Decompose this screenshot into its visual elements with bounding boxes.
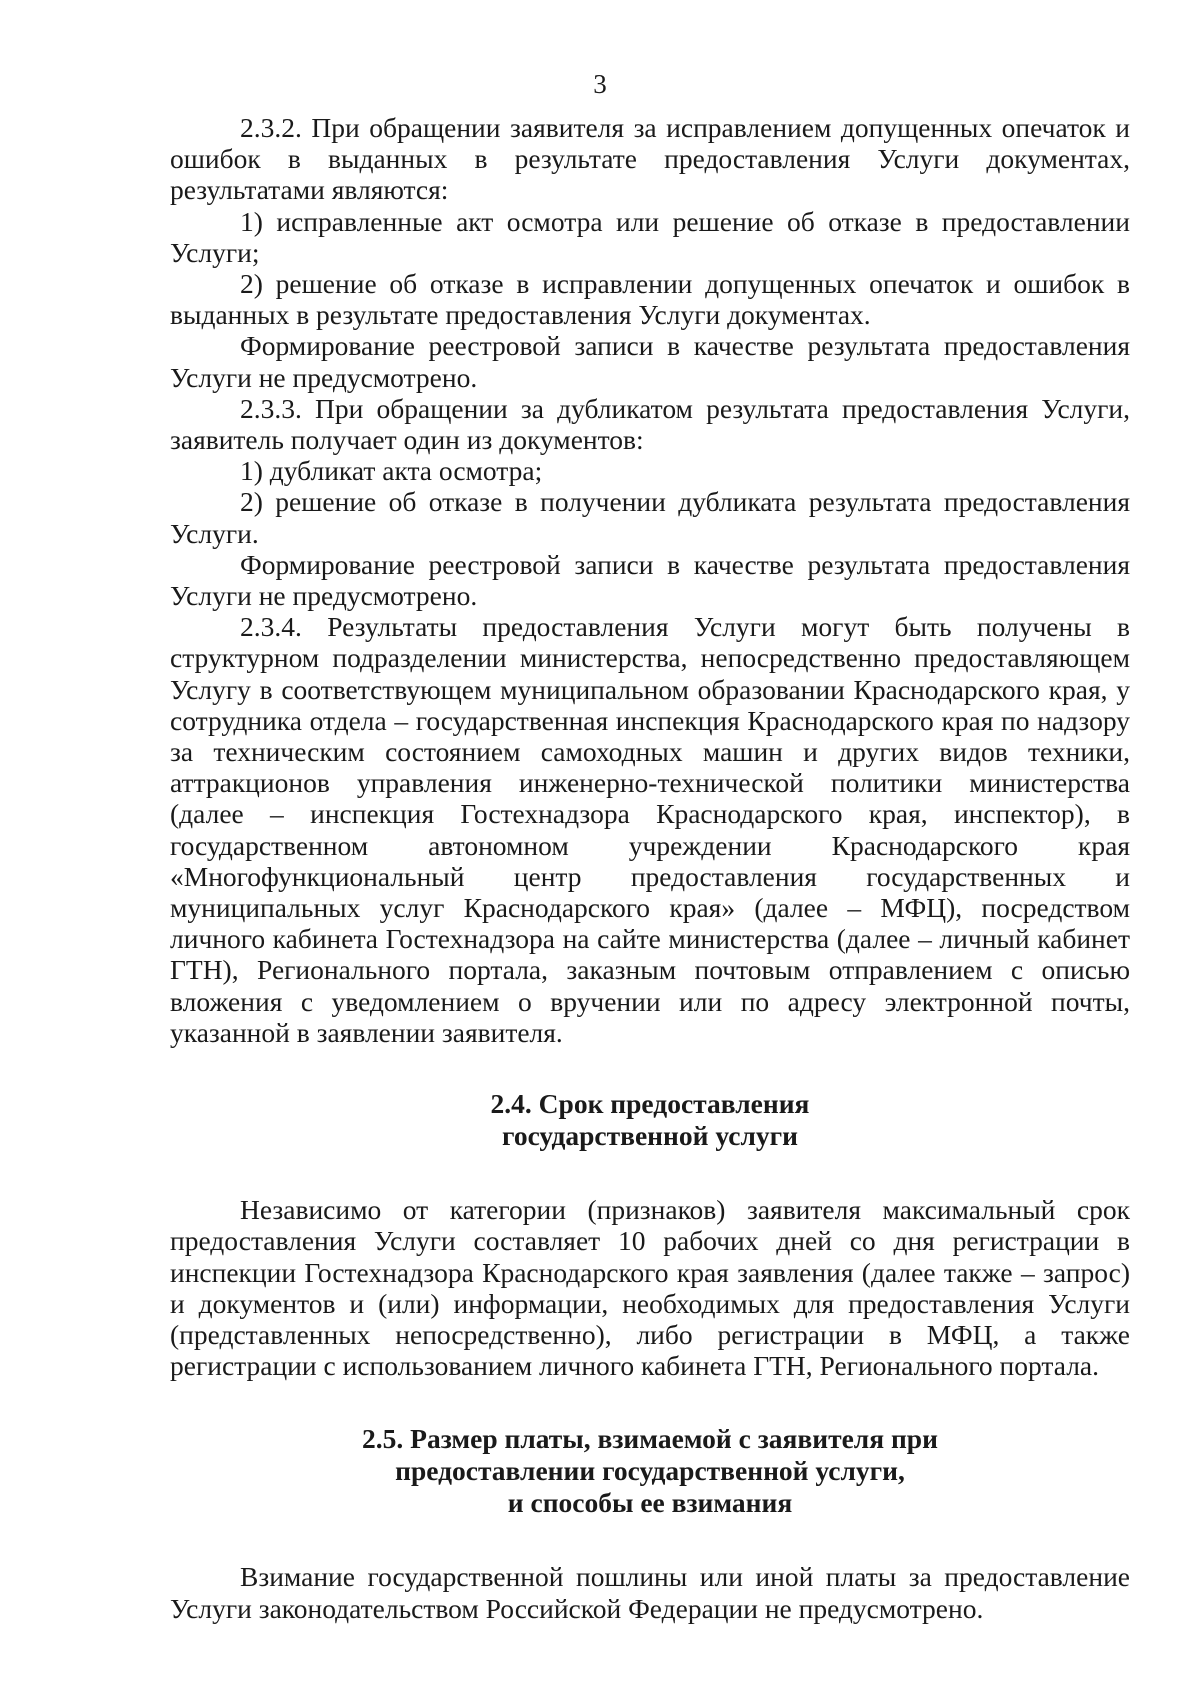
heading-line: предоставлении государственной услуги, (395, 1455, 905, 1487)
section-heading-2-5 (170, 1423, 1130, 1519)
list-item-refusal-correction: 2) решение об отказе в исправлении допущенных опечаток и ошибок в выданных в результате предоставления Услуги документах. (170, 268, 1130, 331)
list-item-duplicate-act: 1) дубликат акта осмотра; (240, 455, 543, 487)
heading-line: 2.4. Срок предоставления (490, 1088, 810, 1120)
paragraph-2-3-2: 2.3.2. При обращении заявителя за исправлением допущенных опечаток и ошибок в выданных в результате предоставления Услуги документах, результатами являются: (170, 112, 1130, 206)
section-heading-2-4 (170, 1088, 1130, 1152)
paragraph-2-3-3: 2.3.3. При обращении за дубликатом результата предоставления Услуги, заявитель получает один из документов: (170, 392, 1130, 456)
paragraph-2-3-4: 2.3.4. Результаты предоставления Услуги могут быть получены в структурном подразделении министерства, непосредственно предоставляющем Услугу в соответствующем муниципальном образовании Краснодарского края, у сотрудника отдела – государственная инспекция Краснодарского края по надзору за техническим состоянием самоходных машин и других видов техники, аттракционов управления инженерно-технической политики министерства (далее – инспекция Гостехнадзора Краснодарского края, инспектор), в государственном автономном учреждении Краснодарского края «Многофункциональный центр предоставления государственных и муниципальных услуг Краснодарского края» (далее – МФЦ), посредством личного кабинета Гостехнадзора на сайте министерства (далее – личный кабинет ГТН), Регионального портала, заказным почтовым отправлением с описью вложения с уведомлением о вручении или по адресу электронной почты, указанной в заявлении заявителя. (170, 611, 1130, 1048)
page-number: 3 (593, 69, 607, 99)
list-item-corrected-act: 1) исправленные акт осмотра или решение об отказе в предоставлении Услуги; (170, 205, 1130, 268)
heading-line: государственной услуги (502, 1120, 798, 1152)
list-item-refusal-duplicate: 2) решение об отказе в получении дубликата результата предоставления Услуги. (170, 486, 1130, 549)
paragraph-registry-note-2: Формирование реестровой записи в качестве результата предоставления Услуги не предусмотрено. (170, 548, 1130, 612)
paragraph-registry-note: Формирование реестровой записи в качестве результата предоставления Услуги не предусмотрено. (170, 330, 1130, 393)
document-body (170, 112, 1130, 1624)
heading-line: 2.5. Размер платы, взимаемой с заявителя при (362, 1423, 938, 1455)
paragraph-2-4-text: Независимо от категории (признаков) заявителя максимальный срок предоставления Услуги составляет 10 рабочих дней со дня регистрации в инспекции Гостехнадзора Краснодарского края заявления (далее также – запрос) и документов и (или) информации, необходимых для предоставления Услуги (представленных непосредственно), либо регистрации в МФЦ, а также регистрации с использованием личного кабинета ГТН, Регионального портала. (170, 1194, 1130, 1382)
paragraph-2-5-text: Взимание государственной пошлины или иной платы за предоставление Услуги законодательством Российской Федерации не предусмотрено. (170, 1561, 1130, 1624)
heading-line: и способы ее взимания (507, 1487, 793, 1519)
